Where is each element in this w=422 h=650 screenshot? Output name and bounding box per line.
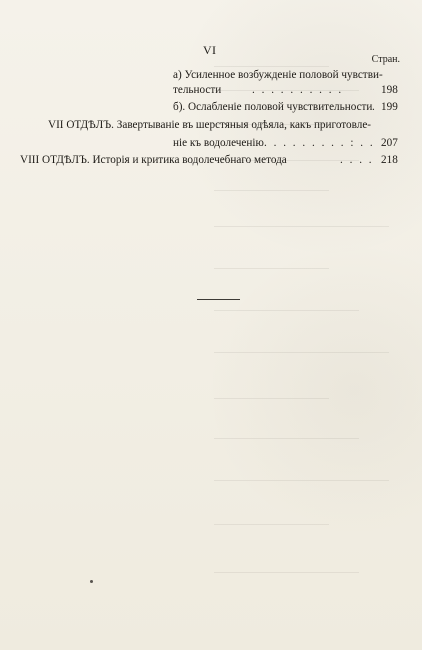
ghost-line bbox=[214, 572, 359, 573]
entry-vii-leaders: . . . . . . . . . : . . bbox=[264, 137, 375, 149]
page-number: VI bbox=[203, 43, 217, 57]
bleed-through-text bbox=[214, 66, 404, 626]
ghost-line bbox=[214, 398, 329, 399]
separator-rule bbox=[197, 299, 240, 300]
entry-b-line-1: б). Ослабленiе половой чувствительности bbox=[173, 101, 373, 113]
ghost-line bbox=[214, 310, 359, 311]
entry-a-leaders: . . . . . . . . . . bbox=[252, 84, 344, 96]
entry-vii-page: 207 bbox=[381, 137, 398, 149]
page-column-label: Стран. bbox=[371, 54, 400, 65]
ghost-line bbox=[214, 268, 329, 269]
entry-vii-line-2: нiе къ водолеченiю bbox=[173, 137, 264, 149]
entry-vii-line-1: VII ОТДѢЛЪ. Завертыванiе въ шерстяныя одѣяла, какъ приготовле- bbox=[48, 119, 372, 131]
entry-a-line-2: тельности bbox=[173, 84, 222, 96]
entry-viii-line-1: VIII ОТДѢЛЪ. Исторiя и критика водолечебнаго метода bbox=[20, 154, 287, 166]
ghost-line bbox=[214, 190, 329, 191]
ghost-line bbox=[214, 352, 389, 353]
entry-viii-leaders: . . . . bbox=[340, 154, 374, 166]
entry-a-page: 198 bbox=[381, 84, 398, 96]
entry-b-leaders: . bbox=[372, 101, 377, 113]
ghost-line bbox=[214, 438, 359, 439]
ghost-line bbox=[214, 480, 389, 481]
entry-viii-page: 218 bbox=[381, 154, 398, 166]
ghost-line bbox=[214, 66, 329, 67]
ghost-line bbox=[214, 226, 389, 227]
entry-a-line-1: а) Усиленное возбужденiе половой чувстви- bbox=[173, 69, 383, 81]
ghost-line bbox=[214, 524, 329, 525]
ink-speck bbox=[90, 580, 93, 583]
entry-b-page: 199 bbox=[381, 101, 398, 113]
